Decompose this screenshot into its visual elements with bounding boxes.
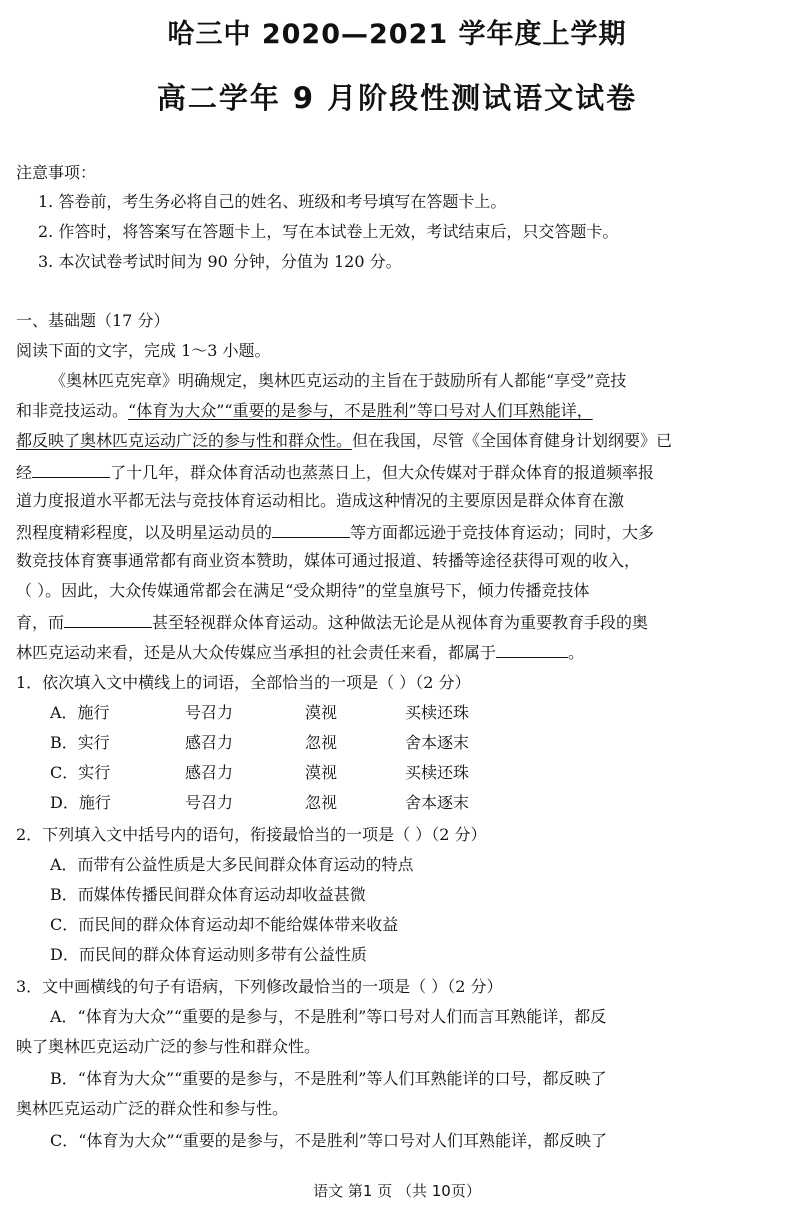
section-instruction: 阅读下面的文字，完成 1～3 小题。 <box>16 341 271 360</box>
underlined-sentence: “体育为大众”“重要的是参与，不是胜利”等口号对人们耳熟能详， <box>128 401 593 420</box>
question-1-option-b: B．实行 感召力 忽视 舍本逐末 <box>50 733 470 752</box>
question-1-option-c: C．实行 感召力 漠视 买椟还珠 <box>50 763 470 782</box>
question-1-stem: 1．依次填入文中横线上的词语，全部恰当的一项是（ ）（2 分） <box>16 673 471 692</box>
page-footer: 语文 第1 页 （共 10页） <box>313 1182 481 1200</box>
question-2-option-b: B．而媒体传播民间群众体育运动却收益甚微 <box>50 885 366 904</box>
passage-line: 林匹克运动来看，还是从大众传媒应当承担的社会责任来看，都属于 。 <box>16 643 585 662</box>
fill-blank-1 <box>32 461 110 478</box>
passage-line: 烈程度精彩程度，以及明星运动员的 等方面都远逊于竞技体育运动；同时，大多 <box>16 523 655 542</box>
passage-line: 都反映了奥林匹克运动广泛的参与性和群众性。但在我国，尽管《全国体育健身计划纲要》已 <box>16 431 673 450</box>
question-3-option-c: C．“体育为大众”“重要的是参与，不是胜利”等口号对人们耳熟能详，都反映了 <box>50 1131 607 1150</box>
question-2-option-a: A．而带有公益性质是大多民间群众体育运动的特点 <box>50 855 414 874</box>
question-3-option-b: B．“体育为大众”“重要的是参与，不是胜利”等人们耳熟能详的口号，都反映了 <box>50 1069 607 1088</box>
passage-line: 数竞技体育赛事通常都有商业资本赞助，媒体可通过报道、转播等途径获得可观的收入， <box>16 551 641 570</box>
underlined-sentence: 都反映了奥林匹克运动广泛的参与性和群众性。 <box>16 431 353 450</box>
question-2-option-c: C．而民间的群众体育运动却不能给媒体带来收益 <box>50 915 399 934</box>
section-heading: 一、基础题（17 分） <box>16 311 170 330</box>
notice-item-3: 3. 本次试卷考试时间为 90 分钟，分值为 120 分。 <box>38 252 402 271</box>
passage-line: 《奥林匹克宪章》明确规定，奥林匹克运动的主旨在于鼓励所有人都能“享受”竞技 <box>50 371 627 390</box>
passage-line: 经 了十几年，群众体育活动也蒸蒸日上，但大众传媒对于群众体育的报道频率报 <box>16 463 655 482</box>
notice-item-2: 2. 作答时，将答案写在答题卡上，写在本试卷上无效，考试结束后，只交答题卡。 <box>38 222 619 241</box>
question-3-option-a: A．“体育为大众”“重要的是参与，不是胜利”等口号对人们而言耳熟能详，都反 <box>50 1007 607 1026</box>
passage-line: 育，而 甚至轻视群众体育运动。这种做法无论是从视体育为重要教育手段的奥 <box>16 613 649 632</box>
exam-title: 哈三中 2020—2021 学年度上学期 <box>167 19 627 50</box>
passage-line: 和非竞技运动。“体育为大众”“重要的是参与，不是胜利”等口号对人们耳熟能详， <box>16 401 593 420</box>
passage-line: （ ）。因此，大众传媒通常都会在满足“受众期待”的堂皇旗号下，倾力传播竞技体 <box>16 581 590 600</box>
question-1-option-a: A．施行 号召力 漠视 买椟还珠 <box>50 703 470 722</box>
question-1-option-d: D．施行 号召力 忽视 舍本逐末 <box>50 793 470 812</box>
passage-line: 道力度报道水平都无法与竞技体育运动相比。造成这种情况的主要原因是群众体育在激 <box>16 491 625 510</box>
question-2-stem: 2．下列填入文中括号内的语句，衔接最恰当的一项是（ ）（2 分） <box>16 825 487 844</box>
question-3-stem: 3．文中画横线的句子有语病，下列修改最恰当的一项是（ ）（2 分） <box>16 977 503 996</box>
fill-blank-2 <box>272 521 350 538</box>
notice-item-1: 1. 答卷前，考生务必将自己的姓名、班级和考号填写在答题卡上。 <box>38 192 507 211</box>
question-2-option-d: D．而民间的群众体育运动则多带有公益性质 <box>50 945 367 964</box>
fill-blank-4 <box>496 641 568 658</box>
exam-subtitle: 高二学年 9 月阶段性测试语文试卷 <box>156 81 638 115</box>
fill-blank-3 <box>64 611 152 628</box>
question-3-option-b-cont: 奥林匹克运动广泛的群众性和参与性。 <box>16 1099 289 1118</box>
question-3-option-a-cont: 映了奥林匹克运动广泛的参与性和群众性。 <box>16 1037 321 1056</box>
notice-heading: 注意事项： <box>16 163 97 182</box>
